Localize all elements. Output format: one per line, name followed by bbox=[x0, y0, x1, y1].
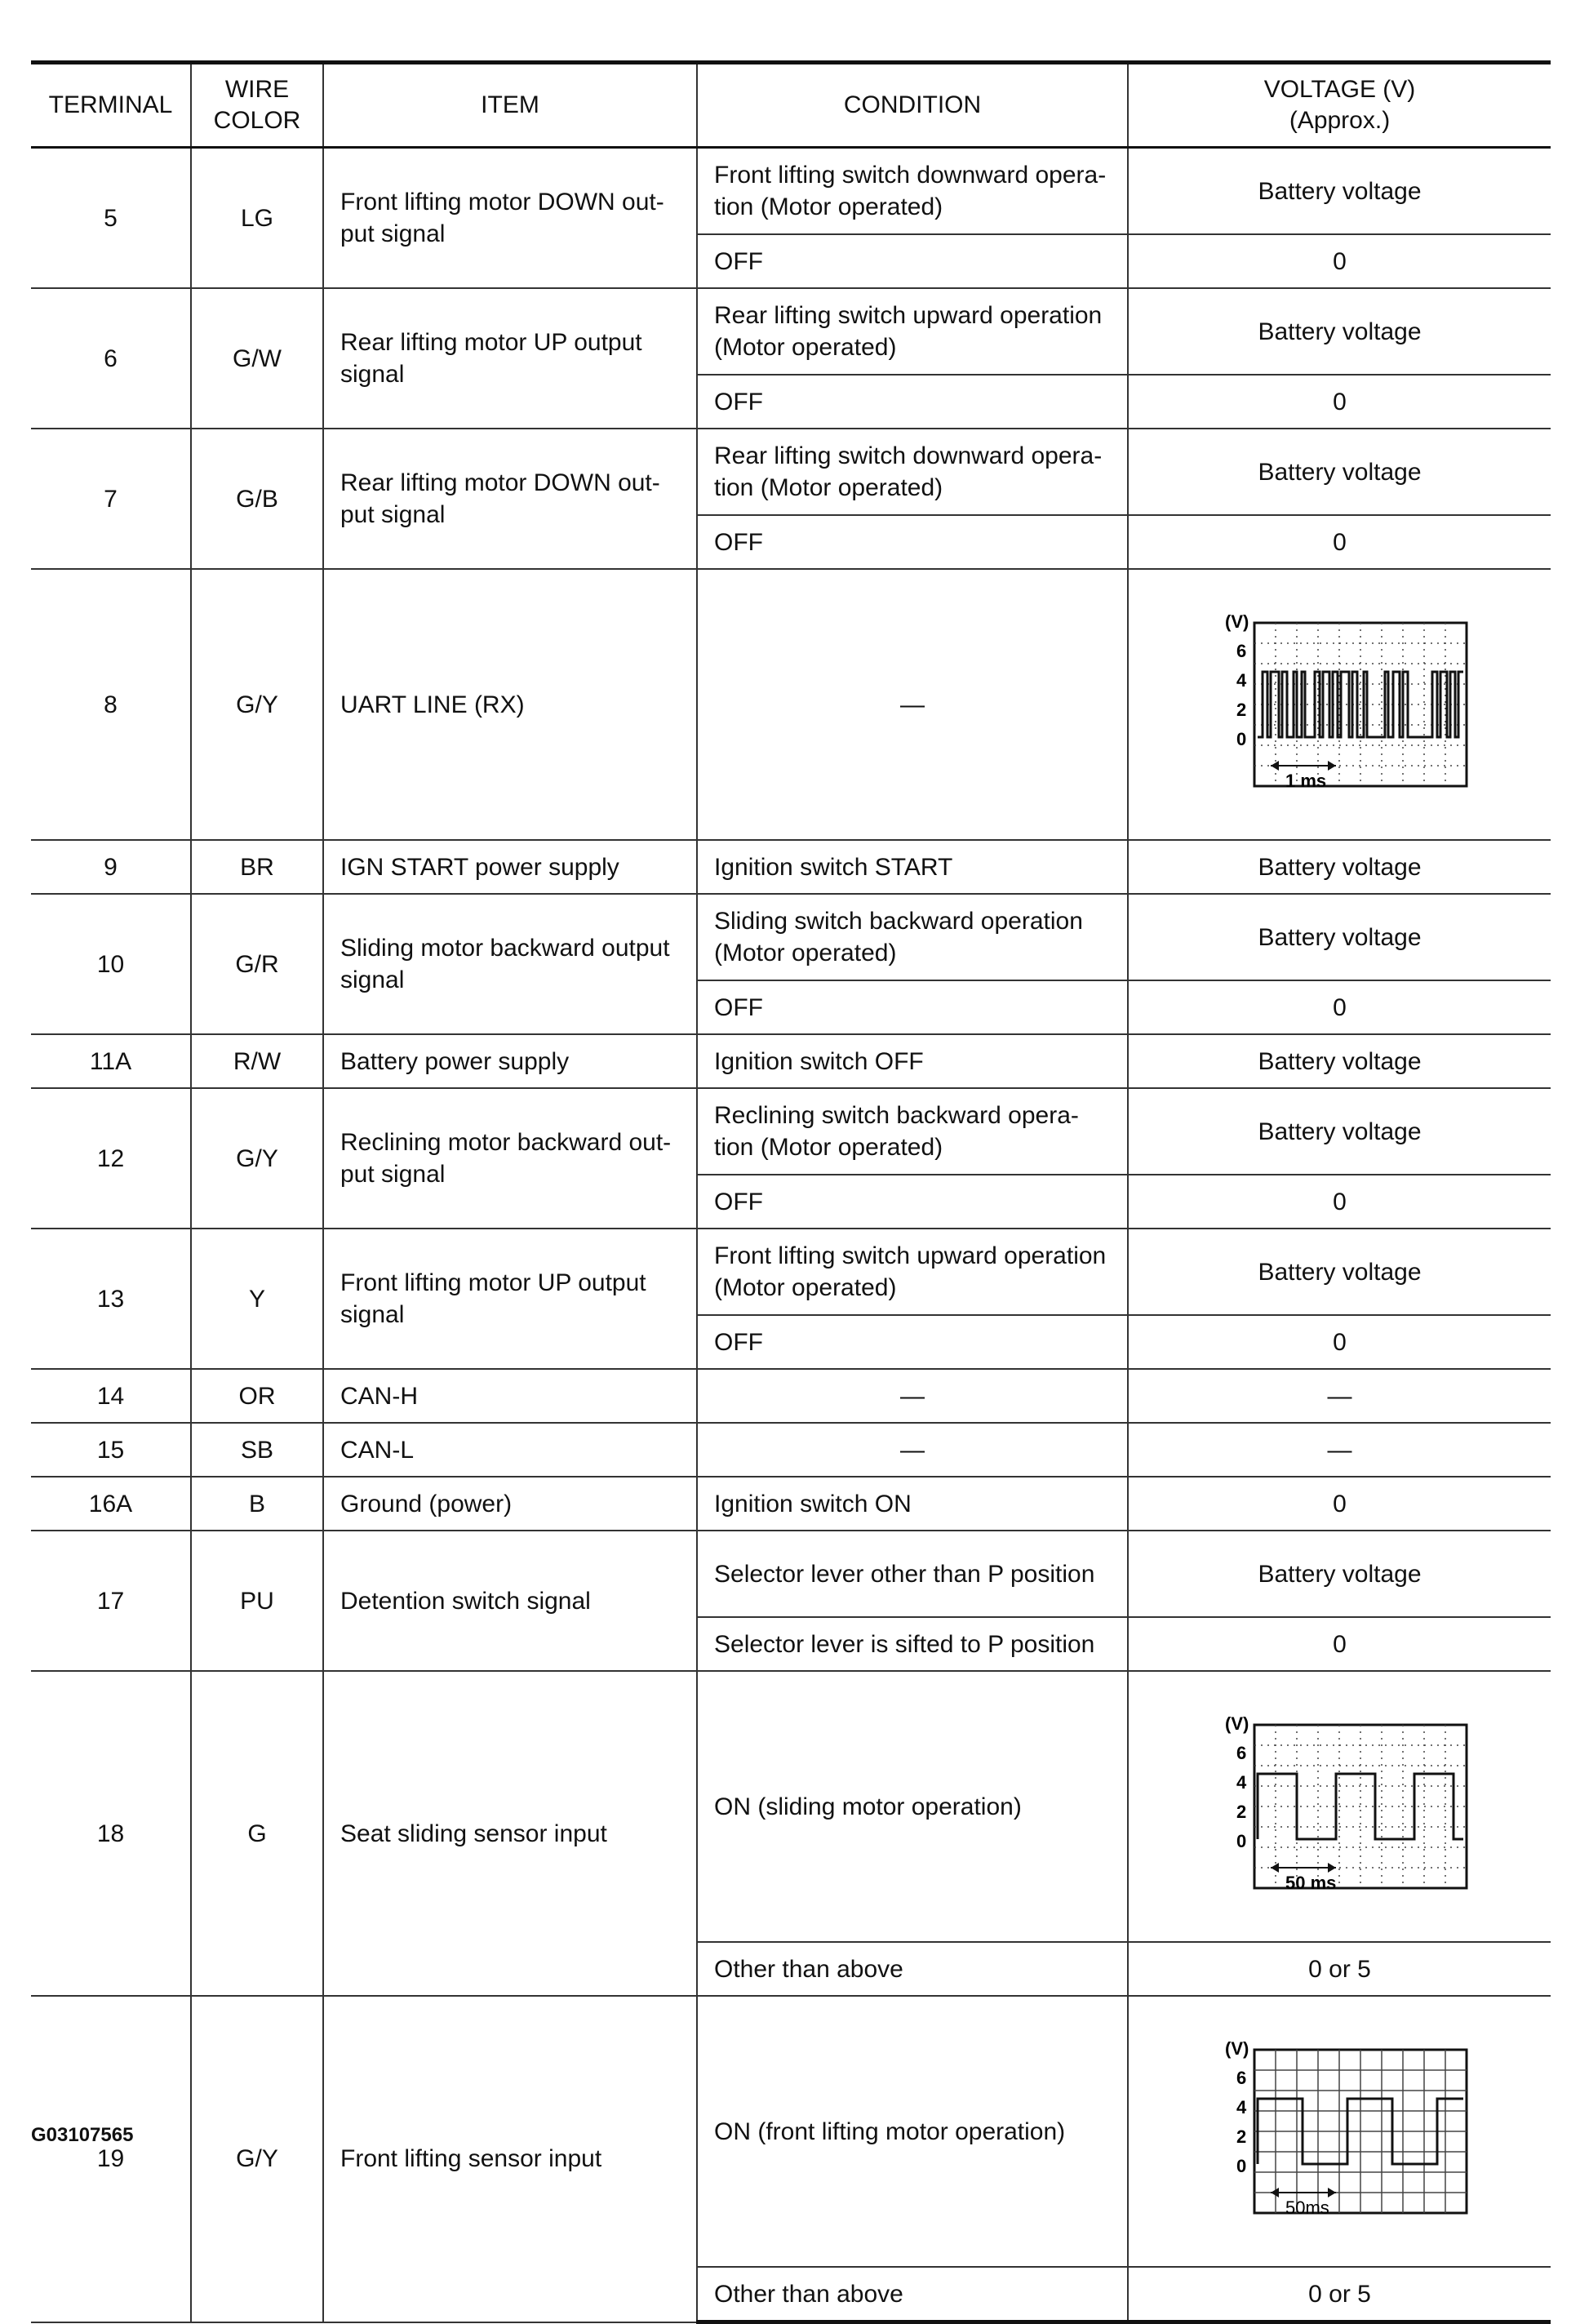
terminal-table bbox=[31, 60, 1551, 2324]
voltage-cell: 0 bbox=[1128, 234, 1551, 288]
waveform-tick-label: 0 bbox=[1236, 1831, 1246, 1851]
table-row bbox=[31, 1531, 1551, 1617]
waveform-tick-label: 6 bbox=[1236, 641, 1246, 661]
waveform-tick-label: 2 bbox=[1236, 2126, 1246, 2147]
time-marker-arrow-right bbox=[1328, 2188, 1336, 2197]
wire-color-cell: Y bbox=[191, 1229, 323, 1369]
table-row bbox=[31, 148, 1551, 235]
table-row bbox=[31, 288, 1551, 375]
item-cell: CAN-H bbox=[323, 1369, 697, 1423]
waveform-tick-label: 4 bbox=[1236, 670, 1246, 691]
terminal-cell: 7 bbox=[31, 429, 191, 569]
condition-cell: OFF bbox=[697, 234, 1128, 288]
item-cell: Front lifting motor DOWN out-put signal bbox=[323, 148, 697, 289]
terminal-cell: 13 bbox=[31, 1229, 191, 1369]
wire-color-cell: G/Y bbox=[191, 569, 323, 840]
item-cell: Seat sliding sensor input bbox=[323, 1671, 697, 1996]
time-marker-arrow-left bbox=[1271, 1863, 1279, 1873]
header-voltage bbox=[1128, 63, 1551, 148]
terminal-cell: 11A bbox=[31, 1034, 191, 1088]
waveform-unit-label: (V) bbox=[1224, 611, 1249, 632]
header-item: ITEM bbox=[323, 63, 697, 148]
wire-color-cell: G/R bbox=[191, 894, 323, 1034]
terminal-cell: 10 bbox=[31, 894, 191, 1034]
item-cell: Detention switch signal bbox=[323, 1531, 697, 1671]
voltage-cell: Battery voltage bbox=[1128, 429, 1551, 515]
condition-cell: OFF bbox=[697, 1175, 1128, 1229]
condition-cell: Selector lever other than P position bbox=[697, 1531, 1128, 1617]
condition-cell: Other than above bbox=[697, 2267, 1128, 2322]
document-code: G03107565 bbox=[31, 2124, 134, 2146]
header-wire-color bbox=[191, 63, 323, 148]
voltage-cell: Battery voltage bbox=[1128, 148, 1551, 235]
waveform-tick-label: 0 bbox=[1236, 2156, 1246, 2176]
condition-cell: — bbox=[697, 1423, 1128, 1477]
item-cell: Sliding motor backward output signal bbox=[323, 894, 697, 1034]
time-marker-arrow-left bbox=[1271, 761, 1279, 771]
condition-cell: Sliding switch backward operation (Motor operated) bbox=[697, 894, 1128, 980]
item-cell: Reclining motor backward out-put signal bbox=[323, 1088, 697, 1229]
condition-cell: ON (front lifting motor operation) bbox=[697, 1996, 1128, 2267]
table-row bbox=[31, 1229, 1551, 1315]
wire-color-cell: PU bbox=[191, 1531, 323, 1671]
header-wire-line1: WIRE bbox=[224, 76, 290, 103]
voltage-waveform-cell bbox=[1128, 569, 1551, 840]
wire-color-cell: OR bbox=[191, 1369, 323, 1423]
waveform-graph bbox=[1205, 1709, 1475, 1904]
wire-color-cell: G/B bbox=[191, 429, 323, 569]
table-row bbox=[31, 1477, 1551, 1531]
terminal-cell: 15 bbox=[31, 1423, 191, 1477]
wire-color-cell: G bbox=[191, 1671, 323, 1996]
voltage-cell: Battery voltage bbox=[1128, 288, 1551, 375]
voltage-cell: 0 or 5 bbox=[1128, 1942, 1551, 1996]
condition-cell: Front lifting switch upward operation (Motor operated) bbox=[697, 1229, 1128, 1315]
waveform-tick-label: 2 bbox=[1236, 1802, 1246, 1822]
header-row bbox=[31, 63, 1551, 148]
header-terminal: TERMINAL bbox=[31, 63, 191, 148]
waveform-unit-label: (V) bbox=[1224, 1713, 1249, 1734]
wire-color-cell: BR bbox=[191, 840, 323, 894]
condition-cell: OFF bbox=[697, 375, 1128, 429]
time-marker-arrow-left bbox=[1271, 2188, 1279, 2197]
condition-cell: Rear lifting switch upward operation (Motor operated) bbox=[697, 288, 1128, 375]
terminal-cell: 19 bbox=[31, 1996, 191, 2322]
terminal-cell: 5 bbox=[31, 148, 191, 289]
voltage-cell: 0 bbox=[1128, 980, 1551, 1034]
table-row bbox=[31, 894, 1551, 980]
terminal-table-sheet bbox=[31, 60, 1551, 2324]
item-cell: UART LINE (RX) bbox=[323, 569, 697, 840]
waveform-tick-label: 6 bbox=[1236, 1743, 1246, 1763]
item-cell: CAN-L bbox=[323, 1423, 697, 1477]
condition-cell: ON (sliding motor operation) bbox=[697, 1671, 1128, 1942]
table-row bbox=[31, 840, 1551, 894]
item-cell: Front lifting motor UP output signal bbox=[323, 1229, 697, 1369]
voltage-cell: 0 bbox=[1128, 1477, 1551, 1531]
voltage-cell: 0 bbox=[1128, 1617, 1551, 1671]
table-row bbox=[31, 1088, 1551, 1175]
waveform-time-label: 50ms bbox=[1285, 2197, 1329, 2218]
terminal-cell: 8 bbox=[31, 569, 191, 840]
terminal-cell: 14 bbox=[31, 1369, 191, 1423]
item-cell: Battery power supply bbox=[323, 1034, 697, 1088]
condition-cell: OFF bbox=[697, 515, 1128, 569]
item-cell: IGN START power supply bbox=[323, 840, 697, 894]
wire-color-cell: G/Y bbox=[191, 1088, 323, 1229]
condition-cell: Front lifting switch downward opera-tion (Motor operated) bbox=[697, 148, 1128, 235]
header-wire-line2: COLOR bbox=[213, 107, 301, 134]
condition-cell: Ignition switch ON bbox=[697, 1477, 1128, 1531]
terminal-cell: 18 bbox=[31, 1671, 191, 1996]
wire-color-cell: SB bbox=[191, 1423, 323, 1477]
time-marker-arrow-right bbox=[1328, 761, 1336, 771]
table-row bbox=[31, 1671, 1551, 1942]
table-row bbox=[31, 1034, 1551, 1088]
terminal-cell: 16A bbox=[31, 1477, 191, 1531]
terminal-cell: 9 bbox=[31, 840, 191, 894]
table-row bbox=[31, 1423, 1551, 1477]
header-voltage-line2: (Approx.) bbox=[1289, 107, 1391, 134]
condition-cell: Ignition switch OFF bbox=[697, 1034, 1128, 1088]
voltage-cell: Battery voltage bbox=[1128, 1088, 1551, 1175]
table-row bbox=[31, 1369, 1551, 1423]
item-cell: Rear lifting motor DOWN out-put signal bbox=[323, 429, 697, 569]
table-row bbox=[31, 569, 1551, 840]
header-condition: CONDITION bbox=[697, 63, 1128, 148]
voltage-cell: — bbox=[1128, 1369, 1551, 1423]
item-cell: Rear lifting motor UP output signal bbox=[323, 288, 697, 429]
item-cell: Front lifting sensor input bbox=[323, 1996, 697, 2322]
voltage-cell: 0 bbox=[1128, 1315, 1551, 1369]
condition-cell: OFF bbox=[697, 980, 1128, 1034]
condition-cell: — bbox=[697, 569, 1128, 840]
header-voltage-line1: VOLTAGE (V) bbox=[1263, 76, 1416, 103]
voltage-cell: 0 bbox=[1128, 1175, 1551, 1229]
voltage-cell: Battery voltage bbox=[1128, 1034, 1551, 1088]
waveform-tick-label: 6 bbox=[1236, 2068, 1246, 2088]
condition-cell: Selector lever is sifted to P position bbox=[697, 1617, 1128, 1671]
condition-cell: Reclining switch backward opera-tion (Motor operated) bbox=[697, 1088, 1128, 1175]
waveform-time-label: 1 ms bbox=[1285, 771, 1326, 791]
wire-color-cell: R/W bbox=[191, 1034, 323, 1088]
wire-color-cell: G/W bbox=[191, 288, 323, 429]
terminal-cell: 17 bbox=[31, 1531, 191, 1671]
item-cell: Ground (power) bbox=[323, 1477, 697, 1531]
terminal-cell: 6 bbox=[31, 288, 191, 429]
terminal-cell: 12 bbox=[31, 1088, 191, 1229]
wire-color-cell: G/Y bbox=[191, 1996, 323, 2322]
condition-cell: OFF bbox=[697, 1315, 1128, 1369]
wire-color-cell: LG bbox=[191, 148, 323, 289]
time-marker-arrow-right bbox=[1328, 1863, 1336, 1873]
voltage-cell: 0 bbox=[1128, 375, 1551, 429]
voltage-cell: Battery voltage bbox=[1128, 840, 1551, 894]
voltage-cell: Battery voltage bbox=[1128, 894, 1551, 980]
voltage-waveform-cell bbox=[1128, 1671, 1551, 1942]
waveform-tick-label: 4 bbox=[1236, 2097, 1246, 2117]
condition-cell: — bbox=[697, 1369, 1128, 1423]
condition-cell: Other than above bbox=[697, 1942, 1128, 1996]
voltage-cell: 0 bbox=[1128, 515, 1551, 569]
waveform-graph bbox=[1205, 2033, 1475, 2229]
voltage-cell: 0 or 5 bbox=[1128, 2267, 1551, 2322]
table-body bbox=[31, 148, 1551, 2322]
voltage-cell: Battery voltage bbox=[1128, 1531, 1551, 1617]
waveform-tick-label: 2 bbox=[1236, 700, 1246, 720]
condition-cell: Rear lifting switch downward opera-tion (Motor operated) bbox=[697, 429, 1128, 515]
waveform-time-label: 50 ms bbox=[1285, 1873, 1336, 1893]
table-row bbox=[31, 429, 1551, 515]
waveform-tick-label: 0 bbox=[1236, 729, 1246, 749]
wire-color-cell: B bbox=[191, 1477, 323, 1531]
waveform-tick-label: 4 bbox=[1236, 1772, 1246, 1793]
waveform-unit-label: (V) bbox=[1224, 2038, 1249, 2059]
voltage-cell: Battery voltage bbox=[1128, 1229, 1551, 1315]
condition-cell: Ignition switch START bbox=[697, 840, 1128, 894]
table-row bbox=[31, 1996, 1551, 2267]
voltage-cell: — bbox=[1128, 1423, 1551, 1477]
voltage-waveform-cell bbox=[1128, 1996, 1551, 2267]
waveform-graph bbox=[1205, 607, 1475, 802]
